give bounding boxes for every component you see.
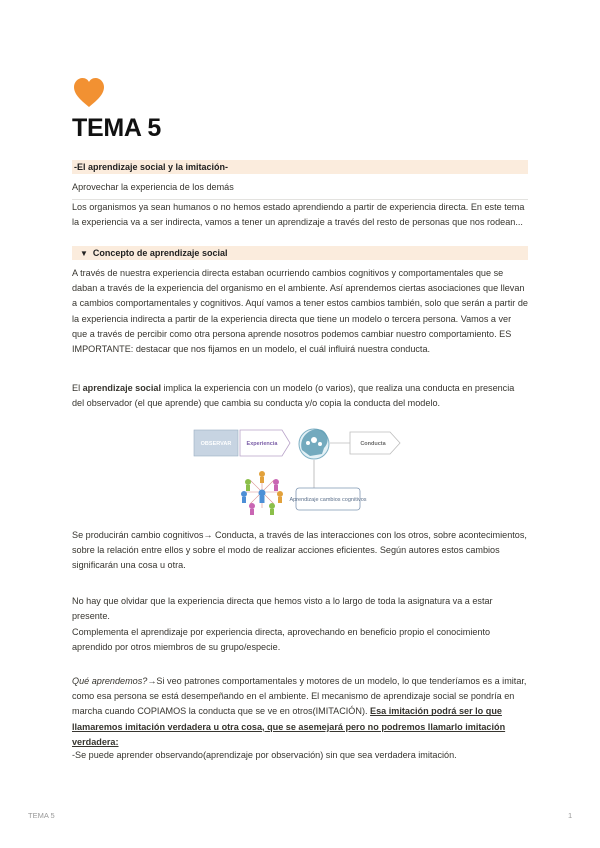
learn-underlined: Esa imitación podrá ser lo que llamaremos imitación verdadera u otra cosa, que se asemejará pero no podremos llamarlo imitación verdadera: (72, 706, 506, 747)
learn-question: Qué aprendemos? (72, 676, 148, 686)
footer-page-number: 1 (568, 811, 573, 820)
definition-paragraph: El aprendizaje social implica la experiencia con un modelo (o varios), que realiza una conducta en presencia del observador (el que aprende) que cambia su conducta y/o copia la conducta del modelo. (72, 383, 515, 409)
concept-paragraph: A través de nuestra experiencia directa estaban ocurriendo cambios cognitivos y comportamentales que se daban a través de la experiencia del organismo en el ambiente. Así aprendemos ciertas asociaciones que llevan a cambios comportamentales y cognitivos. Aquí vamos a tener estos cambios también, solo que serán a partir de la experiencia indirecta a partir de la experiencia directa que tiene un modelo o tercera persona. Vamos a ver que a través de percibir como otra persona aprende nosotros podemos cambiar nuestro comportamiento. ES IMPORTANTE: destacar que nos fijamos en un modelo, el cuál influirá nuestra conducta. (72, 268, 528, 355)
diagram-label-observar: OBSERVAR (200, 441, 232, 447)
diagram-label-aprendizaje: Aprendizaje cambios cognitivos (289, 497, 367, 503)
toggle-concepto[interactable] (72, 246, 528, 260)
intro-line: Aprovechar la experiencia de los demás (72, 182, 234, 192)
learn-paragraph: Qué aprendemos?→Si veo patrones comportamentales y motores de un modelo, lo que tenderíamos es a imitar, como esa persona se está desempeñando en el ambiente. El mecanismo de aprendizaje social se pondría en marcha cuando COPIAMOS la conducta que se ve en otros(IMITACIÓN). Esa imitación podrá ser lo que llamaremos imitación verdadera u otra cosa, que se asemejará pero no podremos llamarlo imitación verdadera: (72, 676, 527, 747)
changes-paragraph: Se producirán cambio cognitivos→ Conducta, a través de las interacciones con los otros, sobre acontecimientos, sobre la relación entre ellos y sobre el modo de realizar acciones eficientes. Según autores estos cambios significarán una cosa u otra. (72, 530, 527, 571)
diagram-label-experiencia: Experiencia (246, 441, 278, 447)
last-line: -Se puede aprender observando(aprendizaje por observación) sin que sea verdadera imitación. (72, 750, 457, 760)
brain-head-icon (299, 429, 329, 459)
footer-left: TEMA 5 (28, 811, 55, 820)
diagram-label-conducta: Conducta (360, 441, 386, 447)
people-network-icon (241, 471, 283, 515)
reminder-1: No hay que olvidar que la experiencia directa que hemos visto a lo largo de toda la asignatura va a estar presente. (72, 596, 493, 622)
toggle-triangle-icon: ▼ (80, 249, 88, 258)
page-title: TEMA 5 (72, 114, 161, 142)
intro-paragraph: Los organismos ya sean humanos o no hemos estado aprendiendo a partir de experiencia directa. En este tema la experiencia va a ser indirecta, vamos a tener un aprendizaje a través del resto de personas que nos rodean... (72, 202, 525, 228)
social-learning-diagram (190, 424, 410, 524)
toggle-label: Concepto de aprendizaje social (92, 248, 228, 258)
definition-term: aprendizaje social (82, 383, 161, 393)
reminder-2: Complementa el aprendizaje por experiencia directa, aprovechando en beneficio propio el conocimiento aprendido por otros miembros de su grupo/especie. (72, 627, 491, 653)
subtitle-bar: -El aprendizaje social y la imitación- (72, 160, 528, 174)
orange-heart-icon (72, 76, 106, 110)
